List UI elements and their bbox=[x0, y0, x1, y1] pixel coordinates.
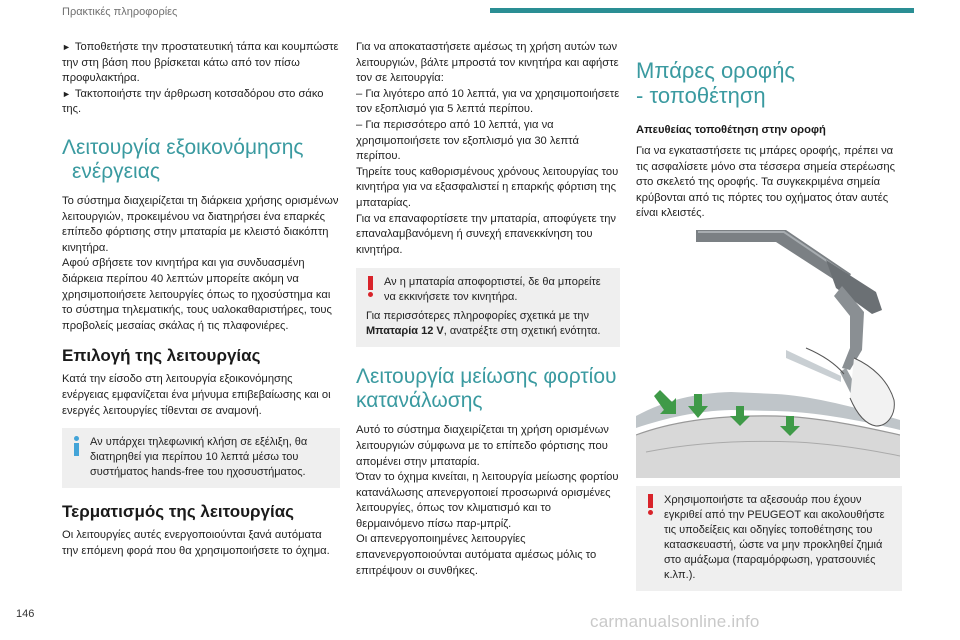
paragraph: Για να επαναφορτίσετε την μπαταρία, αποφύγετε την επαναλαμβανόμενη ή συνεχή επανεκκίνηση του κινητήρα. bbox=[356, 212, 617, 256]
warning-box-text: Αν η μπαταρία αποφορτιστεί, δε θα μπορείτε να εκκινήσετε τον κινητήρα. bbox=[384, 276, 601, 304]
header-accent-bar bbox=[490, 8, 914, 13]
paragraph: Αφού σβήσετε τον κινητήρα και για συνδυασμένη διάρκεια περίπου 40 λεπτών μπορείτε ακόμη να χρησιμοποιήσετε λειτουργίες όπως το ηχοσύστημα και το σύστημα τηλεματικής, τους υαλοκαθαριστήρες, τους προβολείς μεσαίας σκάλας ή τις πλαφονιέρες. bbox=[62, 257, 332, 332]
section-title: Πρακτικές πληροφορίες bbox=[62, 6, 178, 18]
paragraph: Οι απενεργοποιημένες λειτουργίες επανενεργοποιούνται αυτόματα αμέσως μόλις το επιτρέψουν οι συνθήκες. bbox=[356, 533, 597, 577]
paragraph: Για να εγκαταστήσετε τις μπάρες οροφής, πρέπει να τις ασφαλίσετε μόνο στα τέσσερα σημεία στερέωσης στο σκελετό της οροφής. Τα συγκεκριμένα σημεία κρύβονται από τις πόρτες του οχήματος όταν αυτές είναι κλειστές. bbox=[636, 145, 896, 220]
column-left bbox=[62, 40, 340, 559]
watermark: carmanualsonline.info bbox=[590, 612, 760, 631]
paragraph: Οι λειτουργίες αυτές ενεργοποιούνται ξανά αυτόματα την επόμενη φορά που θα χρησιμοποιήσετε το όχημα. bbox=[62, 529, 330, 557]
energy-saving-heading: Λειτουργία εξοικονόμησης ενέργειας bbox=[62, 135, 304, 183]
info-icon bbox=[72, 436, 82, 458]
warning-icon bbox=[646, 494, 656, 516]
triangle-right-icon: ► bbox=[62, 42, 71, 52]
paragraph: Τηρείτε τους καθορισμένους χρόνους λειτουργίας του κινητήρα για να εξασφαλιστεί η επαρκής φόρτιση της μπαταρίας. bbox=[356, 165, 619, 209]
dash-item: – Για λιγότερο από 10 λεπτά, για να χρησιμοποιήσετε τον εξοπλισμό για 5 λεπτά περίπου. bbox=[356, 87, 620, 116]
warning-box-text: Χρησιμοποιήστε τα αξεσουάρ που έχουν εγκριθεί από την PEUGEOT και ακολουθήστε τις υποδείξεις και οδηγίες τοποθέτησης του κατασκευαστή, ώστε να μην προκληθεί ζημιά στο αμάξωμα (παραμόρφωση, γρατσουνιές κ.λπ.). bbox=[664, 493, 885, 581]
paragraph: Το σύστημα διαχειρίζεται τη διάρκεια χρήσης ορισμένων λειτουργιών, προκειμένου να διατηρήσει ένα επαρκές επίπεδο φόρτισης στην μπαταρία με κλειστό διακόπτη κινητήρα. bbox=[62, 194, 339, 254]
roof-bar-illustration bbox=[636, 230, 900, 478]
bullet-item: ► Τοποθετήστε την προστατευτική τάπα και κουμπώστε την στη βάση που βρίσκεται κάτω από τον πίσω προφυλακτήρα. bbox=[62, 41, 339, 85]
paragraph: Αυτό το σύστημα διαχειρίζεται τη χρήση ορισμένων λειτουργιών σύμφωνα με το επίπεδο φόρτισης που απομένει στην μπαταρία. bbox=[356, 424, 609, 468]
selection-heading: Επιλογή της λειτουργίας bbox=[62, 346, 261, 366]
page-number: 146 bbox=[16, 608, 35, 620]
triangle-right-icon: ► bbox=[62, 88, 71, 99]
exit-heading: Τερματισμός της λειτουργίας bbox=[62, 502, 295, 522]
warning-box bbox=[636, 486, 902, 591]
dash-item: – Για περισσότερο από 10 λεπτά, για να χρησιμοποιήσετε τον εξοπλισμό για 30 λεπτά περίπου. bbox=[356, 118, 579, 163]
column-right bbox=[636, 58, 902, 591]
load-reduction-heading: Λειτουργία μείωσης φορτίου κατανάλωσης bbox=[356, 365, 617, 413]
info-box-text: Αν υπάρχει τηλεφωνική κλήση σε εξέλιξη, θα διατηρηθεί για περίπου 10 λεπτά μέσω του συστήματος hands-free του ηχοσυστήματος. bbox=[90, 436, 308, 479]
roof-bars-heading: Μπάρες οροφής - τοποθέτηση bbox=[636, 58, 796, 108]
direct-mounting-subheading: Απευθείας τοποθέτηση στην οροφή bbox=[636, 124, 826, 136]
paragraph: Κατά την είσοδο στη λειτουργία εξοικονόμησης ενέργειας εμφανίζεται ένα μήνυμα επιβεβαίωσης και οι ενεργές λειτουργίες τίθενται σε αναμονή. bbox=[62, 373, 331, 417]
info-box bbox=[62, 428, 340, 488]
warning-box-reference: Για περισσότερες πληροφορίες σχετικά με την Μπαταρία 12 V, ανατρέξτε στη σχετική ενότητα. bbox=[366, 310, 601, 338]
paragraph: Όταν το όχημα κινείται, η λειτουργία μείωσης φορτίου κατανάλωσης απενεργοποιεί προσωρινά ορισμένες λειτουργίες, όπως τον κλιματισμό και το θερμαινόμενο πίσω παρ-μπρίζ. bbox=[356, 471, 619, 530]
column-middle bbox=[356, 40, 620, 579]
bullet-item: ► Τακτοποιήστε την άρθρωση κοτσαδόρου στο σάκο της. bbox=[62, 87, 324, 116]
roof-bar-drawing bbox=[636, 230, 900, 478]
warning-box bbox=[356, 268, 620, 347]
warning-icon bbox=[366, 276, 376, 298]
paragraph: Για να αποκαταστήσετε αμέσως τη χρήση αυτών των λειτουργιών, βάλτε μπροστά τον κινητήρα και αφήστε τον σε λειτουργία: bbox=[356, 41, 619, 85]
